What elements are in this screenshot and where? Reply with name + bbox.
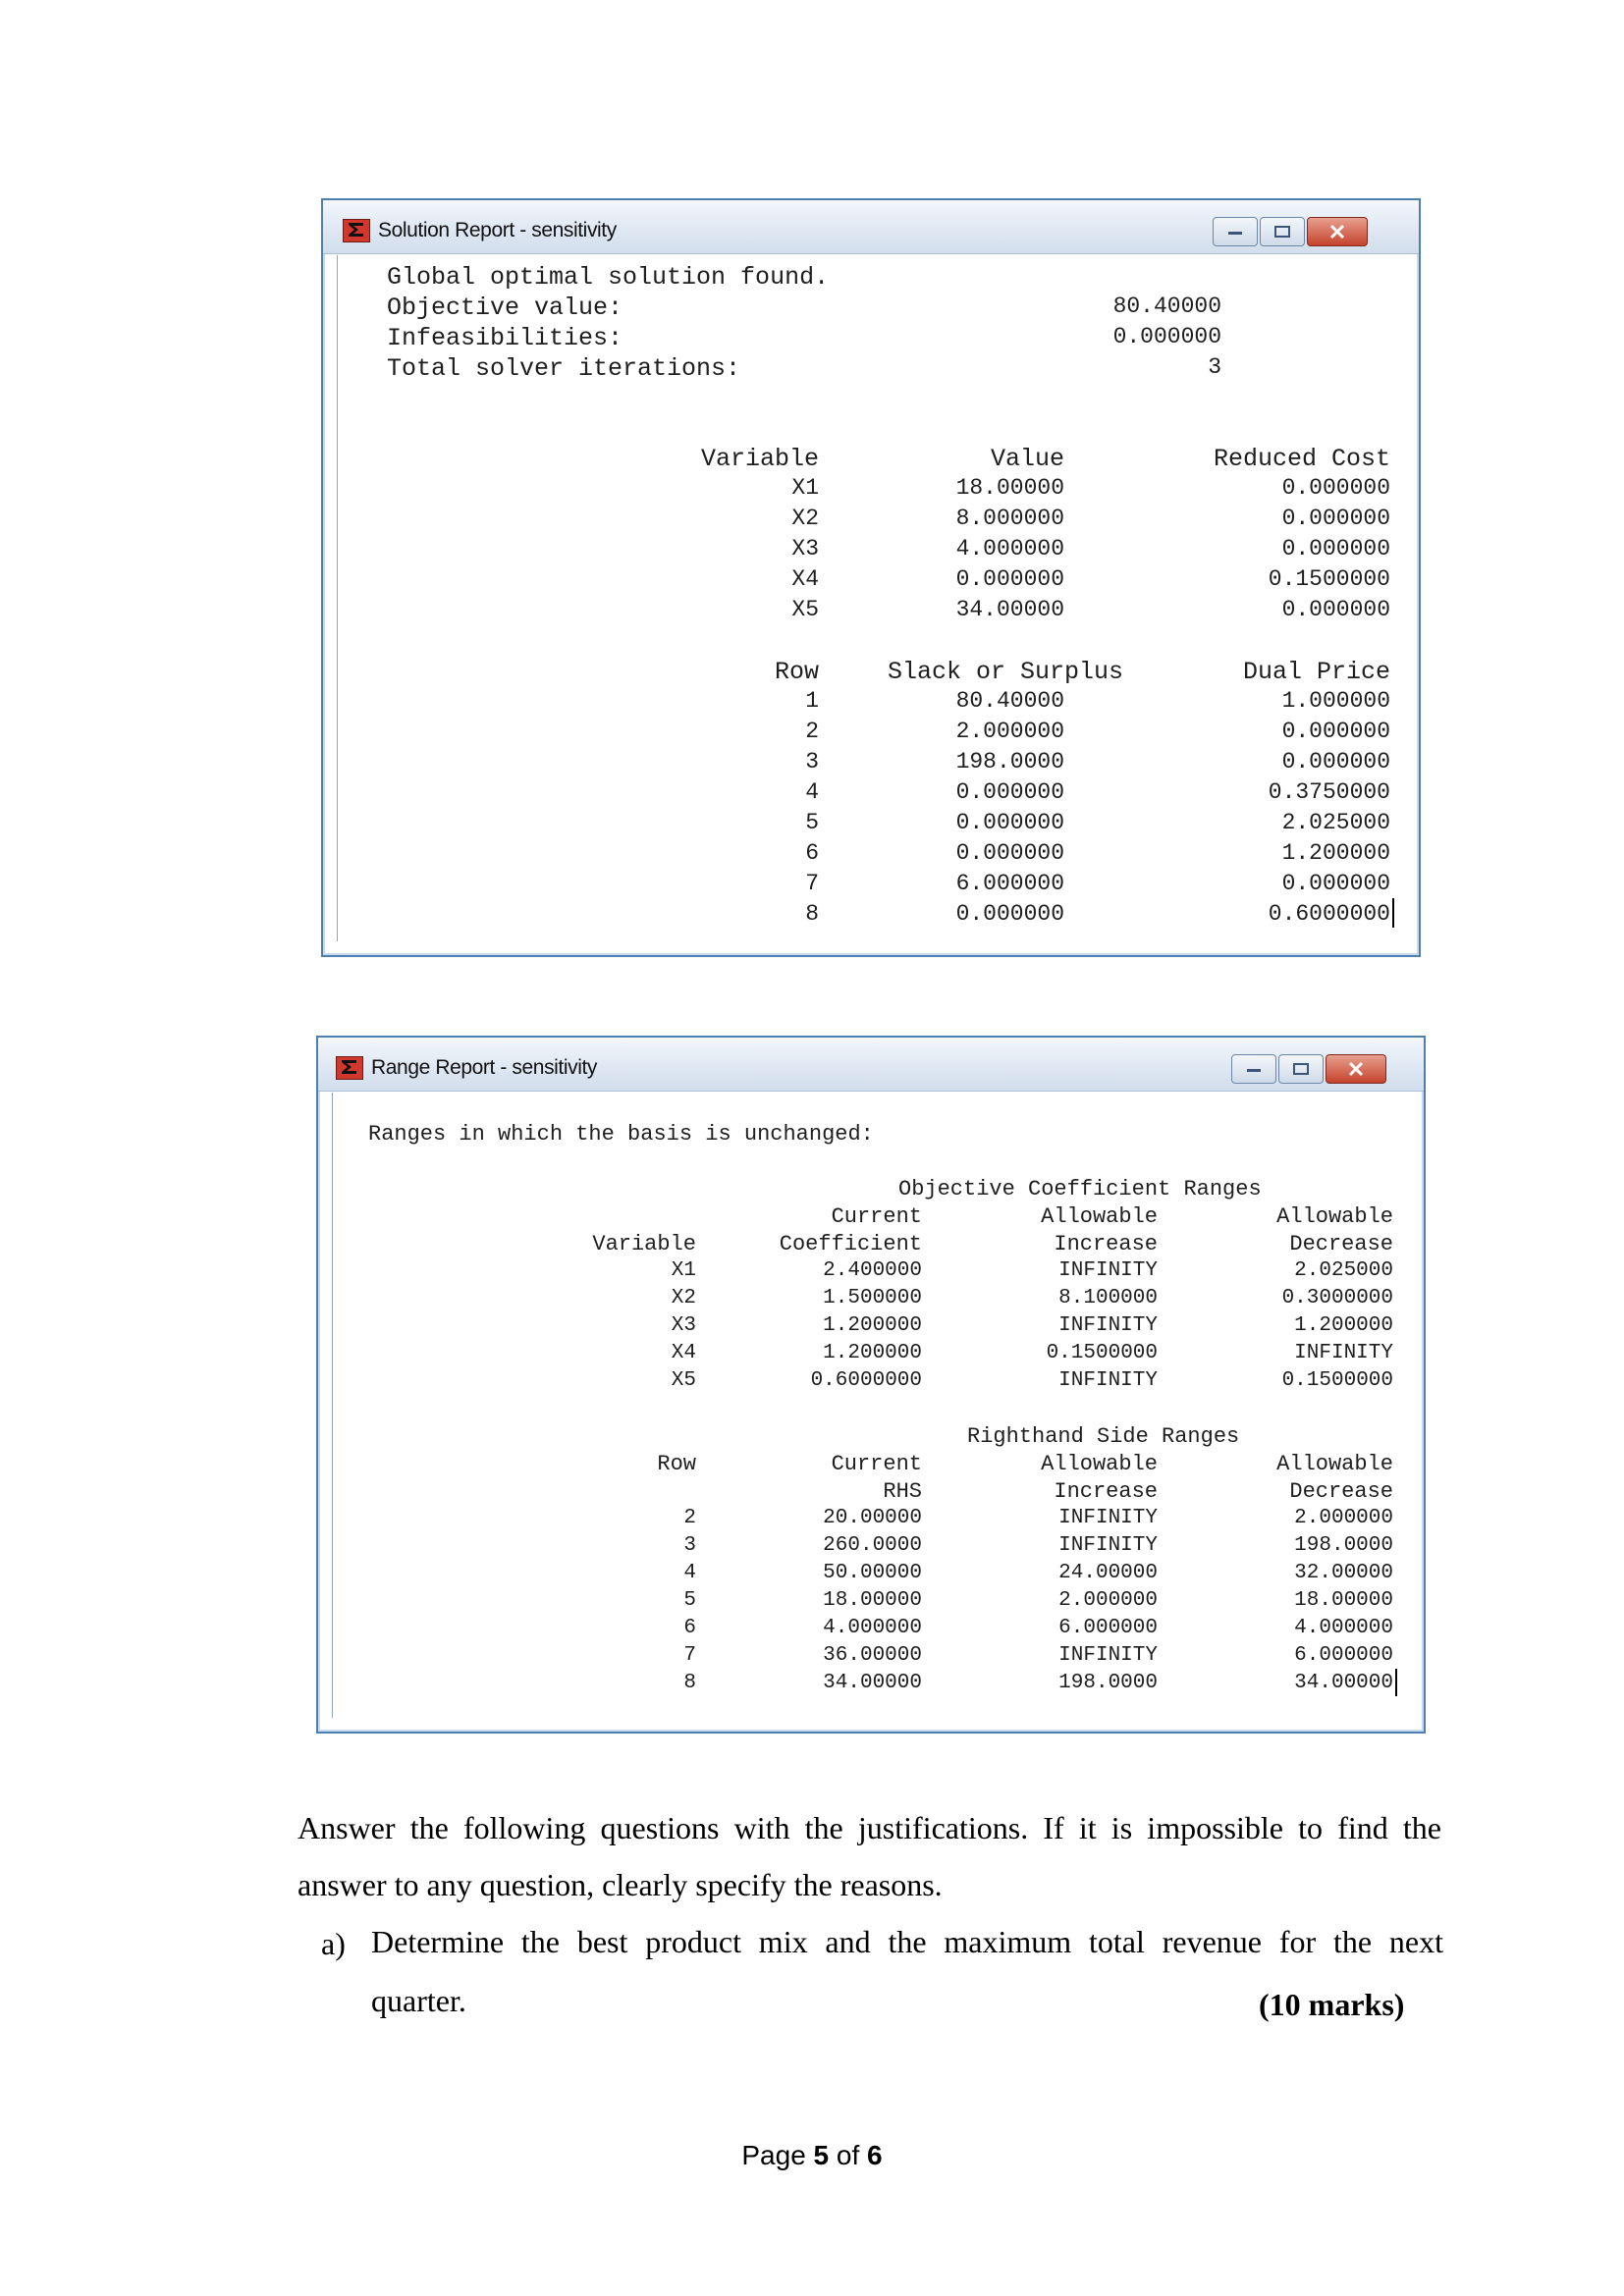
var-name: X3 (791, 536, 819, 561)
rhs-increase: 2.000000 (1058, 1589, 1158, 1612)
rhs-current: 36.00000 (823, 1644, 922, 1667)
page-current: 5 (813, 2140, 830, 2170)
text-caret (1395, 1669, 1397, 1696)
obj-var-name: X4 (671, 1342, 696, 1364)
row-dual-price: 1.000000 (1281, 688, 1390, 714)
row-number: 1 (805, 688, 819, 714)
row-number: 7 (805, 871, 819, 896)
obj-header-decrease-1: Allowable (1276, 1204, 1393, 1229)
row-slack: 0.000000 (955, 779, 1064, 805)
var-value: 0.000000 (955, 566, 1064, 592)
obj-increase: INFINITY (1058, 1314, 1158, 1337)
row-dual-price: 0.6000000 (1268, 901, 1390, 927)
obj-header-variable: Variable (592, 1232, 696, 1256)
range-report-window (316, 1036, 1426, 1734)
var-value: 34.00000 (955, 597, 1064, 622)
rhs-increase: 198.0000 (1058, 1672, 1158, 1694)
rhs-header-current-2: RHS (883, 1479, 922, 1504)
rhs-decrease: 32.00000 (1294, 1562, 1393, 1584)
row-dual-price: 0.000000 (1281, 871, 1390, 896)
row-slack: 80.40000 (955, 688, 1064, 714)
row-number: 6 (805, 840, 819, 866)
header-dual-price: Dual Price (1242, 658, 1390, 686)
obj-increase: INFINITY (1058, 1259, 1158, 1282)
solution-report-window (321, 198, 1421, 957)
infeasibilities-value: 0.000000 (1112, 324, 1221, 349)
row-dual-price: 1.200000 (1281, 840, 1390, 866)
instructions-paragraph: Answer the following questions with the justifications. If it is impossible to find the answer to any question, clearly specify the reasons. (298, 1810, 1441, 1902)
obj-var-name: X5 (671, 1369, 696, 1392)
rhs-current: 260.0000 (823, 1534, 922, 1557)
close-button[interactable] (1307, 217, 1368, 246)
minimize-button[interactable] (1231, 1054, 1276, 1084)
row-slack: 0.000000 (955, 840, 1064, 866)
question-marks: (10 marks) (1259, 1987, 1405, 2022)
question-letter: a) (321, 1926, 346, 1961)
range-intro: Ranges in which the basis is unchanged: (368, 1122, 874, 1147)
rhs-decrease: 2.000000 (1294, 1507, 1393, 1529)
row-dual-price: 0.000000 (1281, 749, 1390, 774)
obj-increase: 0.1500000 (1046, 1342, 1158, 1364)
rhs-decrease: 4.000000 (1294, 1617, 1393, 1639)
rhs-row-number: 2 (683, 1507, 696, 1529)
rhs-header-row: Row (657, 1452, 696, 1476)
var-name: X1 (791, 475, 819, 501)
rhs-row-number: 4 (683, 1562, 696, 1584)
obj-current: 1.500000 (823, 1287, 922, 1309)
obj-current: 1.200000 (823, 1314, 922, 1337)
var-name: X5 (791, 597, 819, 622)
obj-header-current-1: Current (831, 1204, 922, 1229)
obj-decrease: INFINITY (1294, 1342, 1393, 1364)
rhs-row-number: 8 (683, 1672, 696, 1694)
obj-decrease: 0.3000000 (1281, 1287, 1393, 1309)
rhs-row-number: 5 (683, 1589, 696, 1612)
solution-report-title: Solution Report - sensitivity (378, 219, 617, 241)
obj-header-current-2: Coefficient (779, 1232, 922, 1256)
obj-increase: INFINITY (1058, 1369, 1158, 1392)
rhs-increase: 6.000000 (1058, 1617, 1158, 1639)
var-reduced-cost: 0.1500000 (1268, 566, 1390, 592)
header-variable: Variable (700, 445, 819, 473)
range-report-content[interactable] (332, 1093, 1410, 1718)
obj-header-increase-1: Allowable (1041, 1204, 1158, 1229)
page-number (0, 2140, 1624, 2171)
row-number: 4 (805, 779, 819, 805)
var-reduced-cost: 0.000000 (1281, 506, 1390, 531)
obj-var-name: X1 (671, 1259, 696, 1282)
row-slack: 198.0000 (955, 749, 1064, 774)
rhs-current: 18.00000 (823, 1589, 922, 1612)
rhs-row-number: 7 (683, 1644, 696, 1667)
row-number: 5 (805, 810, 819, 835)
summary-label-objective: Objective value: (387, 294, 623, 322)
var-reduced-cost: 0.000000 (1281, 597, 1390, 622)
lingo-app-icon (336, 1056, 363, 1080)
row-number: 8 (805, 901, 819, 927)
minimize-button[interactable] (1213, 217, 1258, 246)
var-name: X4 (791, 566, 819, 592)
rhs-decrease: 18.00000 (1294, 1589, 1393, 1612)
obj-decrease: 2.025000 (1294, 1259, 1393, 1282)
obj-current: 1.200000 (823, 1342, 922, 1364)
row-dual-price: 0.3750000 (1268, 779, 1390, 805)
obj-decrease: 0.1500000 (1281, 1369, 1393, 1392)
rhs-section-title: Righthand Side Ranges (967, 1424, 1240, 1449)
solution-report-content[interactable] (337, 255, 1405, 941)
rhs-header-current-1: Current (831, 1452, 922, 1476)
rhs-row-number: 6 (683, 1617, 696, 1639)
rhs-decrease: 6.000000 (1294, 1644, 1393, 1667)
row-number: 3 (805, 749, 819, 774)
obj-current: 2.400000 (823, 1259, 922, 1282)
var-reduced-cost: 0.000000 (1281, 475, 1390, 501)
maximize-button[interactable] (1278, 1054, 1324, 1084)
var-value: 4.000000 (955, 536, 1064, 561)
rhs-header-increase-2: Increase (1054, 1479, 1158, 1504)
header-reduced-cost: Reduced Cost (1213, 445, 1390, 473)
range-report-titlebar[interactable] (318, 1038, 1424, 1092)
rhs-current: 4.000000 (823, 1617, 922, 1639)
obj-var-name: X3 (671, 1314, 696, 1337)
rhs-row-number: 3 (683, 1534, 696, 1557)
lingo-app-icon (343, 219, 370, 242)
var-reduced-cost: 0.000000 (1281, 536, 1390, 561)
rhs-decrease: 198.0000 (1294, 1534, 1393, 1557)
question-text-line-2: quarter. (371, 1983, 466, 2018)
iterations-value: 3 (1208, 354, 1221, 380)
page-separator: of (829, 2140, 868, 2170)
rhs-current: 20.00000 (823, 1507, 922, 1529)
header-slack-surplus: Slack or Surplus (887, 658, 1123, 686)
rhs-increase: 24.00000 (1058, 1562, 1158, 1584)
rhs-decrease: 34.00000 (1294, 1672, 1393, 1694)
row-slack: 0.000000 (955, 810, 1064, 835)
obj-current: 0.6000000 (810, 1369, 922, 1392)
rhs-current: 34.00000 (823, 1672, 922, 1694)
row-dual-price: 2.025000 (1281, 810, 1390, 835)
row-number: 2 (805, 719, 819, 744)
maximize-button[interactable] (1260, 217, 1305, 246)
obj-header-increase-2: Increase (1054, 1232, 1158, 1256)
summary-line-1: Global optimal solution found. (387, 263, 830, 292)
obj-header-decrease-2: Decrease (1289, 1232, 1393, 1256)
obj-section-title: Objective Coefficient Ranges (898, 1177, 1262, 1201)
rhs-increase: INFINITY (1058, 1644, 1158, 1667)
rhs-header-decrease-2: Decrease (1289, 1479, 1393, 1504)
obj-decrease: 1.200000 (1294, 1314, 1393, 1337)
rhs-increase: INFINITY (1058, 1507, 1158, 1529)
text-caret (1392, 898, 1394, 928)
var-value: 18.00000 (955, 475, 1064, 501)
summary-label-infeasibilities: Infeasibilities: (387, 324, 623, 352)
summary-label-iterations: Total solver iterations: (387, 354, 741, 383)
solution-report-titlebar[interactable] (323, 200, 1419, 254)
var-name: X2 (791, 506, 819, 531)
rhs-header-decrease-1: Allowable (1276, 1452, 1393, 1476)
row-slack: 0.000000 (955, 901, 1064, 927)
obj-var-name: X2 (671, 1287, 696, 1309)
close-button[interactable] (1326, 1054, 1386, 1084)
range-report-title: Range Report - sensitivity (371, 1056, 598, 1079)
page-total: 6 (867, 2140, 883, 2170)
var-value: 8.000000 (955, 506, 1064, 531)
row-slack: 6.000000 (955, 871, 1064, 896)
rhs-header-increase-1: Allowable (1041, 1452, 1158, 1476)
objective-value: 80.40000 (1112, 294, 1221, 319)
row-dual-price: 0.000000 (1281, 719, 1390, 744)
header-value: Value (990, 445, 1064, 473)
obj-increase: 8.100000 (1058, 1287, 1158, 1309)
rhs-increase: INFINITY (1058, 1534, 1158, 1557)
rhs-current: 50.00000 (823, 1562, 922, 1584)
page-prefix: Page (741, 2140, 814, 2170)
question-text-line-1: Determine the best product mix and the maximum total revenue for the next (371, 1924, 1443, 1959)
header-row: Row (774, 658, 819, 686)
row-slack: 2.000000 (955, 719, 1064, 744)
